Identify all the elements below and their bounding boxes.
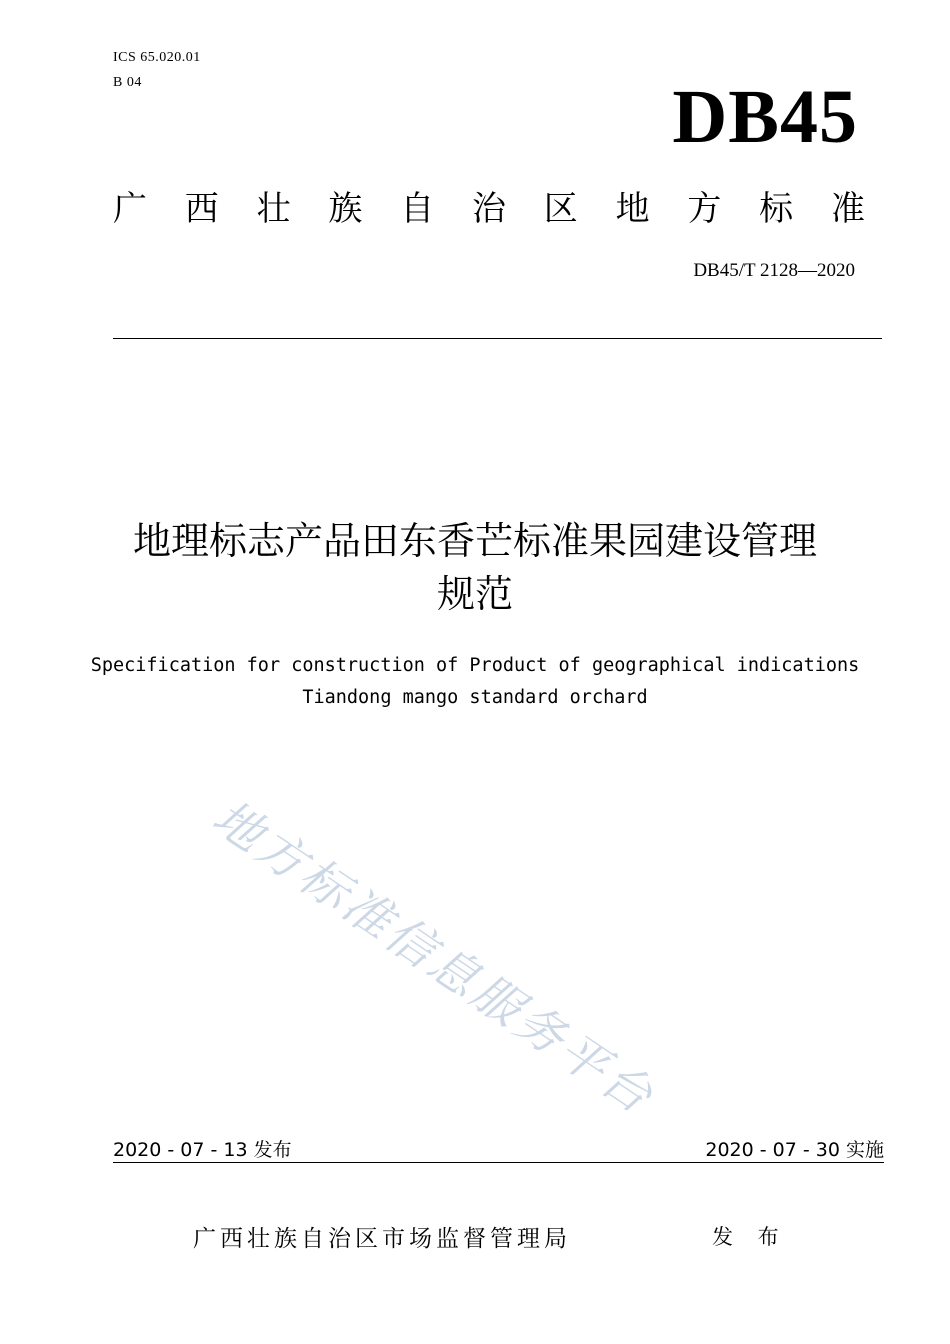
category-char: 准 (830, 189, 865, 229)
category-char: 地 (615, 189, 650, 229)
category-char: 治 (471, 189, 506, 229)
ics-code: ICS 65.020.01 (113, 50, 201, 65)
category-char: 自 (400, 189, 435, 229)
title-english-line-1: Specification for construction of Product of geographical indications (90, 655, 860, 676)
category-char: 族 (328, 189, 363, 229)
db-mark: DB45 (672, 75, 858, 159)
category-char: 西 (184, 189, 219, 229)
top-divider (113, 338, 882, 339)
category-char: 区 (543, 189, 578, 229)
implementation-date: 2020 - 07 - 30 实施 (705, 1139, 884, 1161)
publisher: 广西壮族自治区市场监督管理局 (193, 1226, 571, 1252)
category-char: 壮 (256, 189, 291, 229)
title-english-line-2: Tiandong mango standard orchard (302, 687, 648, 708)
title-chinese-line-1: 地理标志产品田东香芒标准果园建设管理 (132, 519, 817, 563)
category-char: 标 (759, 189, 794, 229)
publish-label: 发 布 (712, 1225, 788, 1249)
standard-number: DB45/T 2128—2020 (693, 260, 855, 281)
bottom-divider (113, 1162, 884, 1163)
category-char: 方 (687, 189, 722, 229)
issue-date: 2020 - 07 - 13 发布 (113, 1139, 292, 1161)
title-chinese-line-2: 规范 (436, 572, 513, 616)
ccs-code: B 04 (113, 75, 142, 90)
category-char: 广 (113, 189, 147, 229)
watermark: 地方标准信息服务平台 (202, 789, 665, 1127)
standard-category (113, 188, 865, 230)
